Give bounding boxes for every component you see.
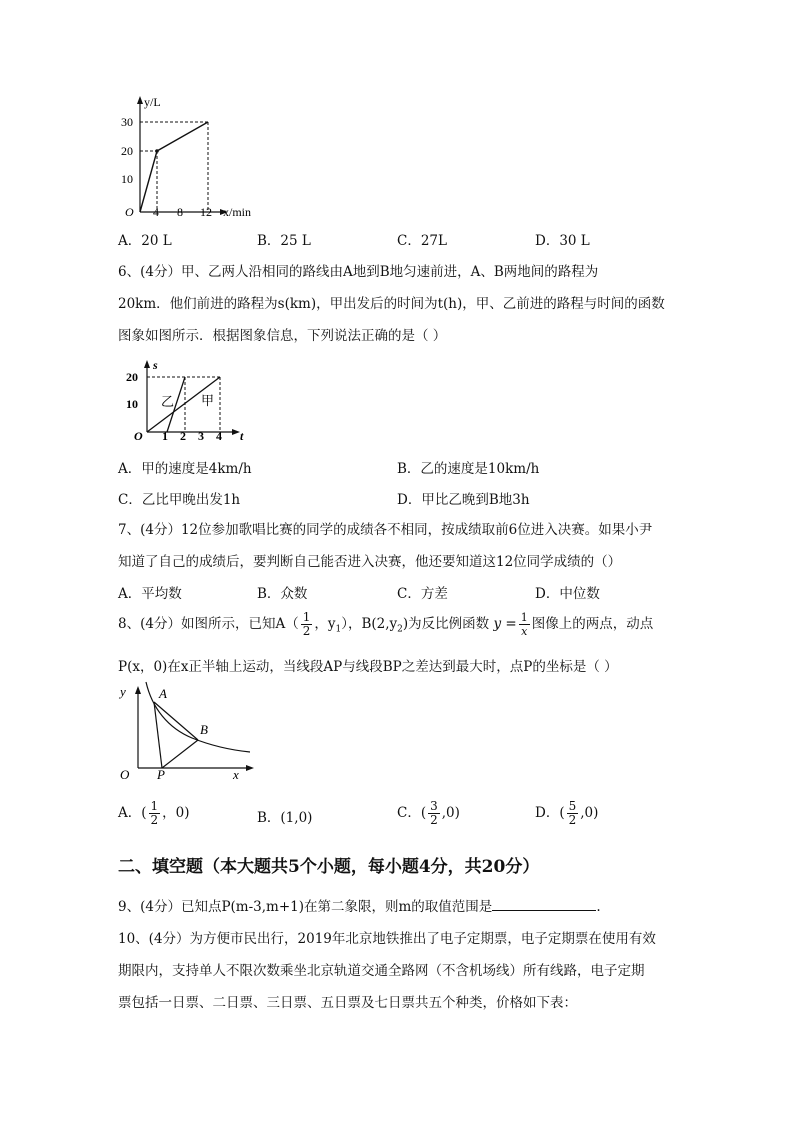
q8-line2: P(x，0)在x正半轴上运动，当线段AP与线段BP之差达到最大时，点P的坐标是（ ） <box>118 659 618 675</box>
q8-option-d-den: 2 <box>568 813 577 827</box>
q8-segment-bp <box>162 740 198 768</box>
q7-option-a[interactable]: A．平均数 <box>118 586 182 602</box>
q8-line1-e: 图像上的两点，动点 <box>531 616 654 632</box>
fig1-line <box>140 122 208 212</box>
q6-origin: O <box>134 429 143 443</box>
q7-line1: 7、(4分）12位参加歌唱比赛的同学的成绩各不相同，按成绩取前6位进入决赛。如果小尹 <box>118 522 653 538</box>
q8-option-d-num: 5 <box>568 799 577 813</box>
q10-line2: 期限内，支持单人不限次数乘坐北京轨道交通全路网（不含机场线）所有线路，电子定期 <box>118 963 645 979</box>
section-heading-fill-in: 二、填空题（本大题共5个小题，每小题4分，共20分） <box>118 857 540 877</box>
q8-line1-d: )为反比例函数 <box>402 616 490 632</box>
q8-func-lhs: y = <box>493 616 517 632</box>
q8-line1-c: ），B(2,y <box>341 616 398 632</box>
q8-option-c[interactable] <box>397 800 460 827</box>
fig1-graph <box>112 92 272 224</box>
q6-x-arrow <box>232 429 240 435</box>
q6-y-label: s <box>153 358 158 372</box>
q6-y-tick-10: 10 <box>126 397 138 411</box>
q6-option-c[interactable]: C．乙比甲晚出发1h <box>118 492 241 508</box>
q8-option-d[interactable] <box>535 800 598 827</box>
q9-answer-blank[interactable] <box>492 898 596 911</box>
q8-option-c-pre: C．( <box>397 805 427 821</box>
q8-graph <box>112 680 262 784</box>
q8-func-frac <box>519 611 530 638</box>
q8-point-a: A <box>159 686 167 701</box>
q6-graph <box>112 356 262 448</box>
fig1-x-tick-4: 4 <box>153 205 159 219</box>
q8-frac-half-den: 2 <box>302 624 311 638</box>
q5-option-a[interactable]: A．20 L <box>118 233 172 249</box>
q8-option-c-num: 3 <box>430 799 438 813</box>
q8-option-a-pre: A．( <box>118 805 147 821</box>
fig1-x-label: x/min <box>223 205 252 219</box>
q8-sub2: 2 <box>397 624 403 635</box>
q8-option-a-num: 1 <box>150 799 159 813</box>
q6-line1: 6、(4分）甲、乙两人沿相同的路线由A地到B地匀速前进，A、B两地间的路程为 <box>118 264 599 280</box>
fig1-y-tick-10: 10 <box>121 172 133 186</box>
fig1-x-tick-12: 12 <box>200 205 212 219</box>
q8-option-c-den: 2 <box>430 813 438 827</box>
q8-sub1: 1 <box>335 624 342 635</box>
q8-x-label: x <box>233 767 239 782</box>
q8-option-b[interactable]: B．(1,0) <box>257 810 313 826</box>
q6-option-a[interactable]: A．甲的速度是4km/h <box>118 461 252 477</box>
q6-x-tick-3: 3 <box>198 429 204 443</box>
q8-segment-ab <box>154 702 198 740</box>
q8-option-d-post: ,0) <box>580 805 599 821</box>
q6-x-tick-1: 1 <box>162 429 168 443</box>
q6-option-d[interactable]: D．甲比乙晚到B地3h <box>397 492 530 508</box>
q8-func-num: 1 <box>520 611 528 624</box>
q8-option-a-frac <box>149 800 161 827</box>
q6-x-tick-2: 2 <box>180 429 186 443</box>
q8-x-arrow <box>246 765 254 771</box>
q6-x-tick-4: 4 <box>216 429 222 443</box>
q5-option-c[interactable]: C．27L <box>397 233 447 249</box>
q10-line1: 10、(4分）为方便市民出行，2019年北京地铁推出了电子定期票，电子定期票在使用有效 <box>118 931 656 947</box>
q8-frac-half-num: 1 <box>302 610 311 624</box>
q8-option-a[interactable] <box>118 800 190 827</box>
q7-option-c[interactable]: C．方差 <box>397 586 448 602</box>
q10-line3: 票包括一日票、二日票、三日票、五日票及七日票共五个种类，价格如下表： <box>118 995 577 1011</box>
q8-line1-a: 8、(4分）如图所示，已知A（ <box>118 616 299 632</box>
q6-line2: 20km．他们前进的路程为s(km)，甲出发后的时间为t(h)，甲、乙前进的路程与时间的函数 <box>118 296 665 312</box>
q8-option-c-frac <box>428 800 440 827</box>
q8-line1 <box>118 611 653 638</box>
q6-x-label: t <box>240 429 244 443</box>
fig1-y-label: y/L <box>144 95 161 109</box>
q9-line <box>118 895 601 915</box>
fig1-y-tick-30: 30 <box>121 115 133 129</box>
fig1-point <box>155 149 159 153</box>
q8-y-arrow <box>135 686 141 694</box>
q8-origin: O <box>120 767 130 782</box>
q8-func-den: x <box>521 625 528 638</box>
q8-point-b: B <box>200 722 208 737</box>
q8-point-p: P <box>157 767 165 782</box>
q7-line2: 知道了自己的成绩后，要判断自己能否进入决赛，他还要知道这12位同学成绩的（） <box>118 554 622 570</box>
q6-label-jia: 甲 <box>201 393 215 408</box>
q5-option-d[interactable]: D．30 L <box>535 233 590 249</box>
q9-text: 9、(4分）已知点P(m-3,m+1)在第二象限，则m的取值范围是 <box>118 899 493 915</box>
q8-option-d-pre: D．( <box>535 805 565 821</box>
fig1-y-arrow <box>137 96 143 104</box>
q8-option-a-post: ，0) <box>162 805 190 821</box>
q7-option-b[interactable]: B．众数 <box>257 586 308 602</box>
q7-option-d[interactable]: D．中位数 <box>535 586 600 602</box>
q6-y-arrow <box>144 360 150 368</box>
q8-frac-half <box>301 611 313 638</box>
q6-option-b[interactable]: B．乙的速度是10km/h <box>397 461 540 477</box>
q6-label-yi: 乙 <box>161 394 175 409</box>
fig1-origin: O <box>125 205 134 219</box>
q8-line1-b: ，y <box>314 616 336 632</box>
q6-y-tick-20: 20 <box>126 370 138 384</box>
q8-y-label: y <box>120 684 126 699</box>
q9-end: . <box>596 899 601 915</box>
q6-line3: 图象如图所示．根据图象信息，下列说法正确的是（ ） <box>118 328 447 344</box>
q8-segment-ap <box>154 702 162 768</box>
q5-option-b[interactable]: B．25 L <box>257 233 311 249</box>
q8-option-a-den: 2 <box>150 813 159 827</box>
q8-option-d-frac <box>567 800 579 827</box>
fig1-y-tick-20: 20 <box>121 144 133 158</box>
fig1-x-tick-8: 8 <box>177 205 183 219</box>
q8-option-c-post: ,0) <box>441 805 460 821</box>
